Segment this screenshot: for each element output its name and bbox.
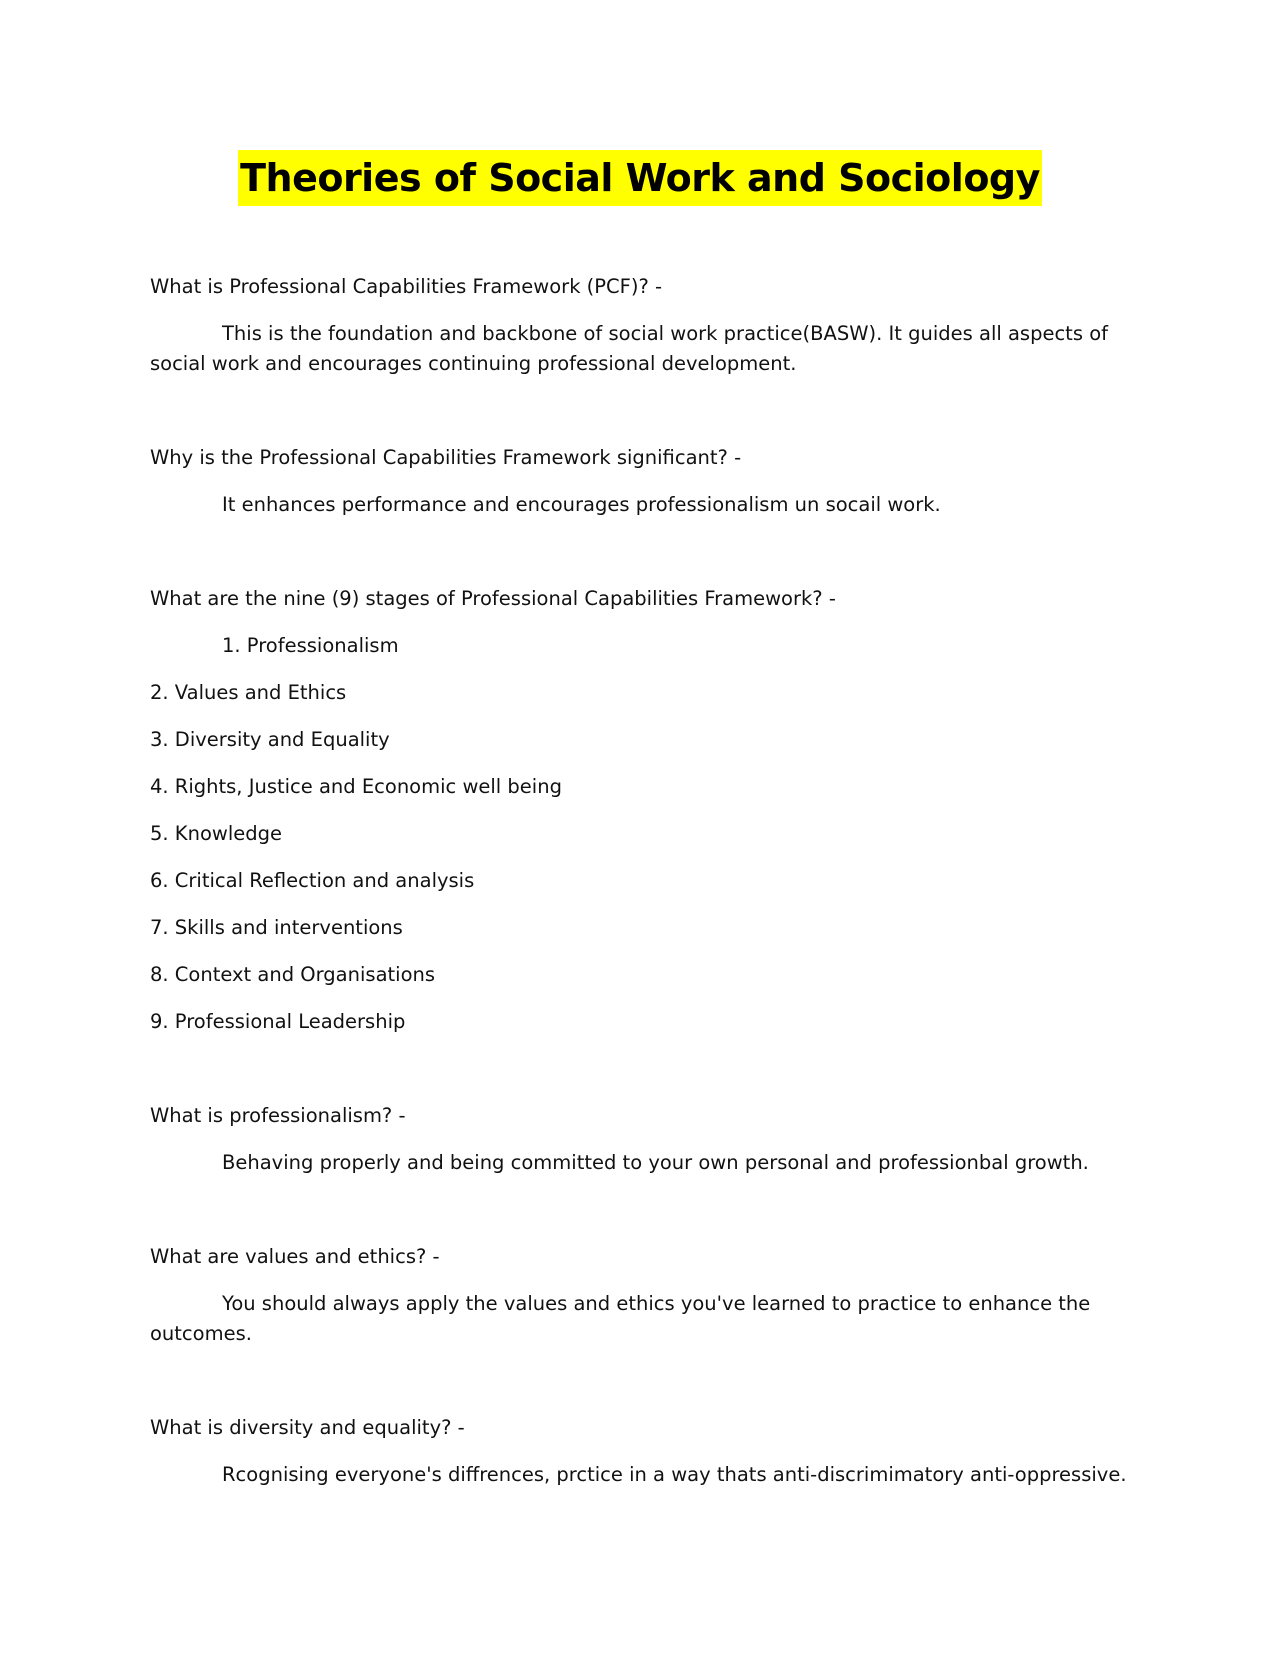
title-wrapper xyxy=(0,150,1280,206)
spacer xyxy=(150,379,1140,443)
spacer xyxy=(150,1178,1140,1242)
answer-pcf: This is the foundation and backbone of social work practice(BASW). It guides all aspects of social work and encourages continuing professional development. xyxy=(150,322,1108,375)
answer-pcf-significance: It enhances performance and encourages professionalism un socail work. xyxy=(222,493,941,516)
stage-item: 5. Knowledge xyxy=(150,822,282,845)
stage-item: 6. Critical Reflection and analysis xyxy=(150,869,475,892)
stage-item: 2. Values and Ethics xyxy=(150,681,347,704)
question-pcf-significance: Why is the Professional Capabilities Framework significant? - xyxy=(150,446,742,469)
answer-professionalism: Behaving properly and being committed to your own personal and professionbal growth. xyxy=(222,1151,1089,1174)
document-title: Theories of Social Work and Sociology xyxy=(238,150,1042,206)
question-values-ethics: What are values and ethics? - xyxy=(150,1245,440,1268)
stage-item: 3. Diversity and Equality xyxy=(150,728,390,751)
question-diversity-equality: What is diversity and equality? - xyxy=(150,1416,465,1439)
question-pcf: What is Professional Capabilities Framework (PCF)? - xyxy=(150,275,663,298)
question-professionalism: What is professionalism? - xyxy=(150,1104,406,1127)
answer-values-ethics: You should always apply the values and ethics you've learned to practice to enhance the outcomes. xyxy=(150,1292,1091,1345)
stage-item: 9. Professional Leadership xyxy=(150,1010,406,1033)
spacer xyxy=(150,1037,1140,1101)
spacer xyxy=(150,520,1140,584)
stage-item: 4. Rights, Justice and Economic well being xyxy=(150,775,562,798)
document-body xyxy=(150,272,1140,1490)
stage-item: 1. Professionalism xyxy=(222,634,399,657)
stage-item: 7. Skills and interventions xyxy=(150,916,403,939)
spacer xyxy=(150,1349,1140,1413)
answer-diversity-equality: Rcognising everyone's diffrences, prctice in a way thats anti-discrimimatory anti-oppressive. xyxy=(222,1463,1127,1486)
question-nine-stages: What are the nine (9) stages of Professional Capabilities Framework? - xyxy=(150,587,836,610)
stage-item: 8. Context and Organisations xyxy=(150,963,436,986)
